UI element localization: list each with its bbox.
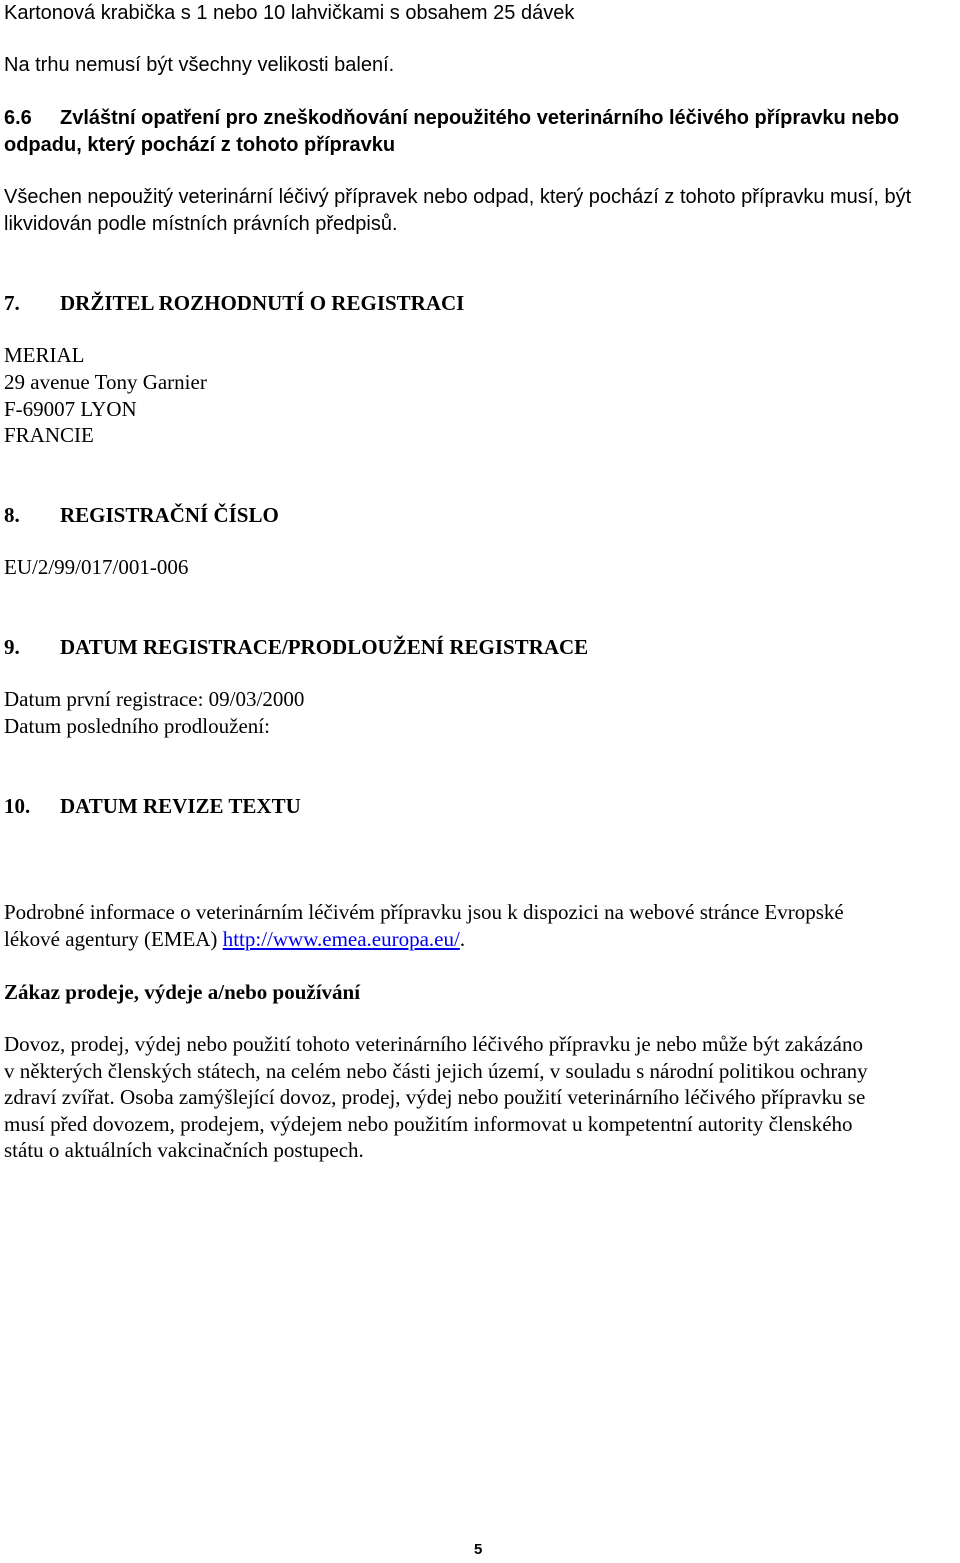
section-9-heading [4, 634, 588, 660]
package-line-1: Kartonová krabička s 1 nebo 10 lahvičkami s obsahem 25 dávek [4, 2, 575, 24]
section-title: REGISTRAČNÍ ČÍSLO [60, 503, 279, 527]
section-title: Zvláštní opatření pro zneškodňování nepoužitého veterinárního léčivého přípravku nebo [60, 107, 900, 129]
section-title: DATUM REGISTRACE/PRODLOUŽENÍ REGISTRACE [60, 635, 589, 659]
holder-street: 29 avenue Tony Garnier [4, 370, 207, 394]
section-number: 8. [4, 503, 20, 527]
prohibition-line-2: v některých členských státech, na celém nebo části jejich území, v souladu s národní politikou ochrany [4, 1059, 868, 1083]
section-number: 7. [4, 291, 20, 315]
first-registration-date: Datum první registrace: 09/03/2000 [4, 687, 305, 711]
prohibition-line-3: zdraví zvířat. Osoba zamýšlející dovoz, prodej, výdej nebo použití veterinárního léčivého přípravku se [4, 1085, 866, 1109]
info-text: lékové agentury (EMEA) [4, 927, 223, 951]
section-6-6-heading [4, 105, 899, 131]
prohibition-line-1: Dovoz, prodej, výdej nebo použití tohoto veterinárního léčivého přípravku je nebo může být zakázáno [4, 1032, 863, 1056]
info-line-2 [4, 926, 465, 952]
info-text-end: . [459, 927, 466, 951]
prohibition-heading: Zákaz prodeje, výdeje a/nebo používání [4, 980, 361, 1004]
last-renewal-date: Datum posledního prodloužení: [4, 714, 270, 738]
section-number: 6.6 [4, 107, 32, 129]
registration-number: EU/2/99/017/001-006 [4, 555, 189, 579]
section-number: 9. [4, 635, 20, 659]
section-6-6-body-line-2: likvidován podle místních právních předpisů. [4, 213, 398, 235]
section-title: DATUM REVIZE TEXTU [60, 794, 301, 818]
section-6-6-body-line-1: Všechen nepoužitý veterinární léčivý přípravek nebo odpad, který pochází z tohoto přípravku musí, být [4, 186, 912, 208]
page-number: 5 [474, 1541, 483, 1558]
section-8-heading [4, 502, 279, 528]
holder-country: FRANCIE [4, 423, 94, 447]
section-title: DRŽITEL ROZHODNUTÍ O REGISTRACI [60, 291, 465, 315]
info-line-1: Podrobné informace o veterinárním léčivém přípravku jsou k dispozici na webové stránce Evropské [4, 900, 844, 924]
section-7-heading [4, 290, 464, 316]
emea-website-link[interactable]: http://www.emea.europa.eu/ [222, 927, 460, 951]
holder-city: F-69007 LYON [4, 397, 137, 421]
holder-name: MERIAL [4, 343, 85, 367]
section-6-6-heading-line-2: odpadu, který pochází z tohoto přípravku [4, 134, 396, 156]
section-number: 10. [4, 794, 31, 818]
prohibition-line-4: musí před dovozem, prodejem, výdejem nebo použitím informovat u kompetentní autority členského [4, 1112, 853, 1136]
prohibition-line-5: státu o aktuálních vakcinačních postupech. [4, 1138, 364, 1162]
package-line-2: Na trhu nemusí být všechny velikosti balení. [4, 54, 395, 76]
section-10-heading [4, 793, 301, 819]
